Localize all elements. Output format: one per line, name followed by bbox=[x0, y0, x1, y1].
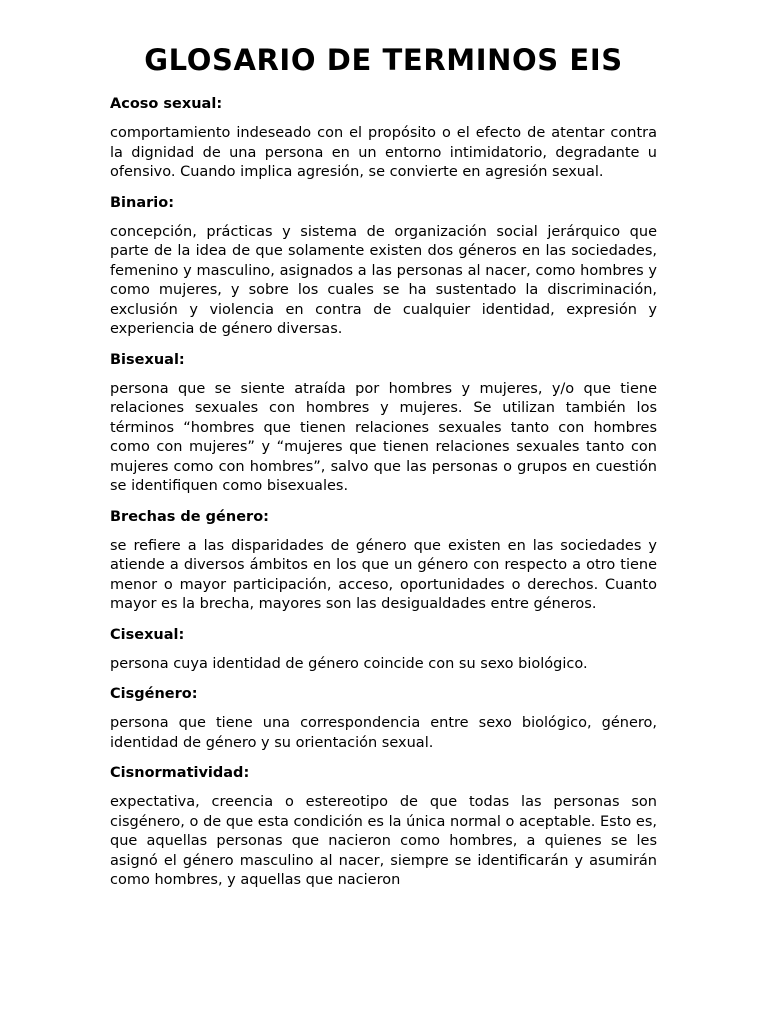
glossary-entry-brechas-de-genero bbox=[110, 507, 657, 615]
glossary-definition: expectativa, creencia o estereotipo de que todas las personas son cisgénero, o de que esta condición es la única normal o aceptable. Esto es, que aquellas personas que nacieron como hombres, a quienes se les asignó el género masculino al nacer, siempre se identificarán y asumirán como hombres, y aquellas que nacieron bbox=[110, 794, 657, 888]
glossary-entry-bisexual bbox=[110, 350, 657, 497]
document-title: GLOSARIO DE TERMINOS EIS bbox=[144, 43, 623, 77]
glossary-entry-cisgenero bbox=[110, 684, 657, 753]
glossary-definition: persona cuya identidad de género coincide con su sexo biológico. bbox=[110, 655, 588, 672]
glossary-term: Binario: bbox=[110, 194, 175, 211]
document-page bbox=[110, 40, 657, 891]
glossary-entry-cisexual bbox=[110, 625, 657, 675]
glossary-entry-acoso-sexual bbox=[110, 94, 657, 183]
glossary-definition: persona que tiene una correspondencia entre sexo biológico, género, identidad de género y su orientación sexual. bbox=[110, 715, 657, 751]
glossary-definition: persona que se siente atraída por hombres y mujeres, y/o que tiene relaciones sexuales con hombres y mujeres. Se utilizan también los términos “hombres que tienen relaciones sexuales tanto con hombres como con mujeres” y “mujeres que tienen relaciones sexuales tanto con mujeres como con hombres”, salvo que las personas o grupos en cuestión se identifiquen como bisexuales. bbox=[110, 380, 657, 494]
glossary-term: Cisnormatividad: bbox=[110, 765, 250, 781]
glossary-term: Cisexual: bbox=[110, 626, 185, 643]
glossary-term: Brechas de género: bbox=[110, 508, 269, 525]
glossary-definition: se refiere a las disparidades de género que existen en las sociedades y atiende a diversos ámbitos en los que un género con respecto a otro tiene menor o mayor participación, acceso, oportunidades o derechos. Cuanto mayor es la brecha, mayores son las desigualdades entre géneros. bbox=[110, 537, 657, 612]
glossary-term: Bisexual: bbox=[110, 351, 185, 368]
glossary-term: Acoso sexual: bbox=[110, 96, 223, 112]
glossary-definition: concepción, prácticas y sistema de organización social jerárquico que parte de la idea de que solamente existen dos géneros en las sociedades, femenino y masculino, asignados a las personas al nacer, como hombres y como mujeres, y sobre los cuales se ha sustentado la discriminación, exclusión y violencia en contra de cualquier identidad, expresión y experiencia de género diversas. bbox=[110, 223, 657, 337]
glossary-entry-binario bbox=[110, 193, 657, 340]
glossary-entry-cisnormatividad bbox=[110, 763, 657, 891]
glossary-term: Cisgénero: bbox=[110, 686, 198, 702]
glossary-definition: comportamiento indeseado con el propósito o el efecto de atentar contra la dignidad de una persona en un entorno intimidatorio, degradante u ofensivo. Cuando implica agresión, se convierte en agresión sexual. bbox=[110, 125, 657, 180]
